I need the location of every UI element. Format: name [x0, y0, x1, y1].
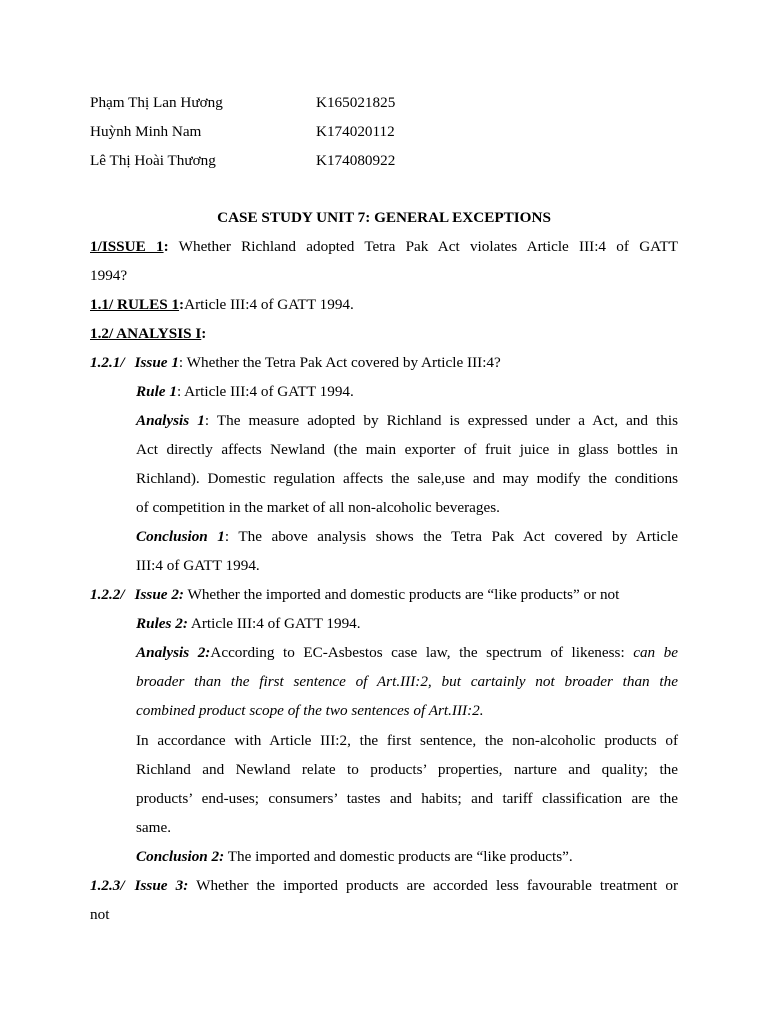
rule-1-text: : Article III:4 of GATT 1994. — [176, 383, 354, 400]
issue-1-2-3-line-2: not — [90, 906, 110, 923]
issue-1-2-1-line — [90, 353, 501, 373]
conclusion-1-line-2: III:4 of GATT 1994. — [136, 557, 260, 574]
issue-1-label: 1/ISSUE 1 — [90, 238, 164, 255]
analysis-1-line-3: Richland). Domestic regulation affects the sale,use and may modify the conditions — [136, 470, 678, 487]
analysis-2-quote-1: can be — [633, 644, 679, 661]
analysis-1-text-1: : The measure adopted by Richland is expressed under a Act, and this — [204, 412, 679, 429]
rule-1-line — [136, 382, 354, 402]
rules-1-colon: : — [179, 296, 185, 313]
rule-1-label: Rule 1 — [136, 383, 177, 400]
conclusion-2-label: Conclusion 2: — [136, 848, 225, 865]
document-title: CASE STUDY UNIT 7: GENERAL EXCEPTIONS — [217, 209, 551, 226]
issue-1-2-2-label: Issue 2: — [134, 586, 184, 603]
analysis-2-text: According to EC-Asbestos case law, the spectrum of likeness: — [210, 644, 634, 661]
analysis-2-quote-2: broader than the first sentence of Art.III:2, but cartainly not broader than the — [136, 673, 678, 690]
issue-1-2-1-label: Issue 1 — [134, 354, 179, 371]
issue-1-colon: : — [163, 238, 169, 255]
student-id-2: K174020112 — [316, 123, 395, 140]
issue-1-2-3-label: Issue 3: — [134, 877, 189, 894]
student-name-3: Lê Thị Hoài Thương — [90, 152, 216, 169]
conclusion-1-line-1 — [136, 527, 678, 547]
issue-1-2-3-text: Whether the imported products are accorded less favourable treatment or — [188, 877, 678, 894]
accordance-line-2: Richland and Newland relate to products’ properties, narture and quality; the — [136, 761, 678, 778]
issue-1-2-3-line-1 — [90, 876, 678, 896]
student-name-1: Phạm Thị Lan Hương — [90, 94, 223, 111]
issue-1-text: Whether Richland adopted Tetra Pak Act violates Article III:4 of GATT — [178, 238, 679, 255]
accordance-line-3: products’ end-uses; consumers’ tastes and habits; and tariff classification are the — [136, 790, 678, 807]
analysis-1-line-4: of competition in the market of all non-alcoholic beverages. — [136, 499, 500, 516]
issue-1-2-2-num: 1.2.2/ — [90, 586, 125, 603]
analysis-heading — [90, 324, 206, 344]
analysis-heading-colon: : — [201, 325, 207, 342]
rules-1-label: 1.1/ RULES 1 — [90, 296, 180, 313]
rules-2-line — [136, 614, 361, 634]
analysis-2-quote-3: combined product scope of the two sentences of Art.III:2. — [136, 702, 484, 719]
rules-2-text: Article III:4 of GATT 1994. — [187, 615, 361, 632]
issue-1-line-2: 1994? — [90, 267, 128, 284]
analysis-2-label: Analysis 2: — [136, 644, 211, 661]
analysis-1-line-2: Act directly affects Newland (the main exporter of fruit juice in glass bottles in — [136, 441, 678, 458]
analysis-1-label: Analysis 1 — [136, 412, 205, 429]
student-id-3: K174080922 — [316, 152, 396, 169]
issue-1-2-3-num: 1.2.3/ — [90, 877, 125, 894]
student-id-1: K165021825 — [316, 94, 396, 111]
conclusion-1-label: Conclusion 1 — [136, 528, 225, 545]
issue-1-2-1-text: : Whether the Tetra Pak Act covered by Article III:4? — [178, 354, 501, 371]
conclusion-1-text-1: : The above analysis shows the Tetra Pak Act covered by Article — [224, 528, 679, 545]
issue-1-2-2-line — [90, 585, 619, 605]
rules-1-line — [90, 295, 354, 315]
analysis-1-line-1 — [136, 411, 678, 431]
analysis-heading-label: 1.2/ ANALYSIS I — [90, 325, 202, 342]
issue-1-2-1-num: 1.2.1/ — [90, 354, 125, 371]
accordance-line-1: In accordance with Article III:2, the first sentence, the non-alcoholic products of — [136, 732, 678, 749]
rules-2-label: Rules 2: — [136, 615, 188, 632]
issue-1-line-1 — [90, 237, 678, 257]
issue-1-2-2-text: Whether the imported and domestic products are “like products” or not — [183, 586, 620, 603]
rules-1-text: Article III:4 of GATT 1994. — [184, 296, 354, 313]
student-name-2: Huỳnh Minh Nam — [90, 123, 202, 140]
analysis-2-line-1 — [136, 643, 678, 663]
accordance-line-4: same. — [136, 819, 172, 836]
conclusion-2-text: The imported and domestic products are “like products”. — [224, 848, 573, 865]
conclusion-2-line — [136, 847, 573, 867]
